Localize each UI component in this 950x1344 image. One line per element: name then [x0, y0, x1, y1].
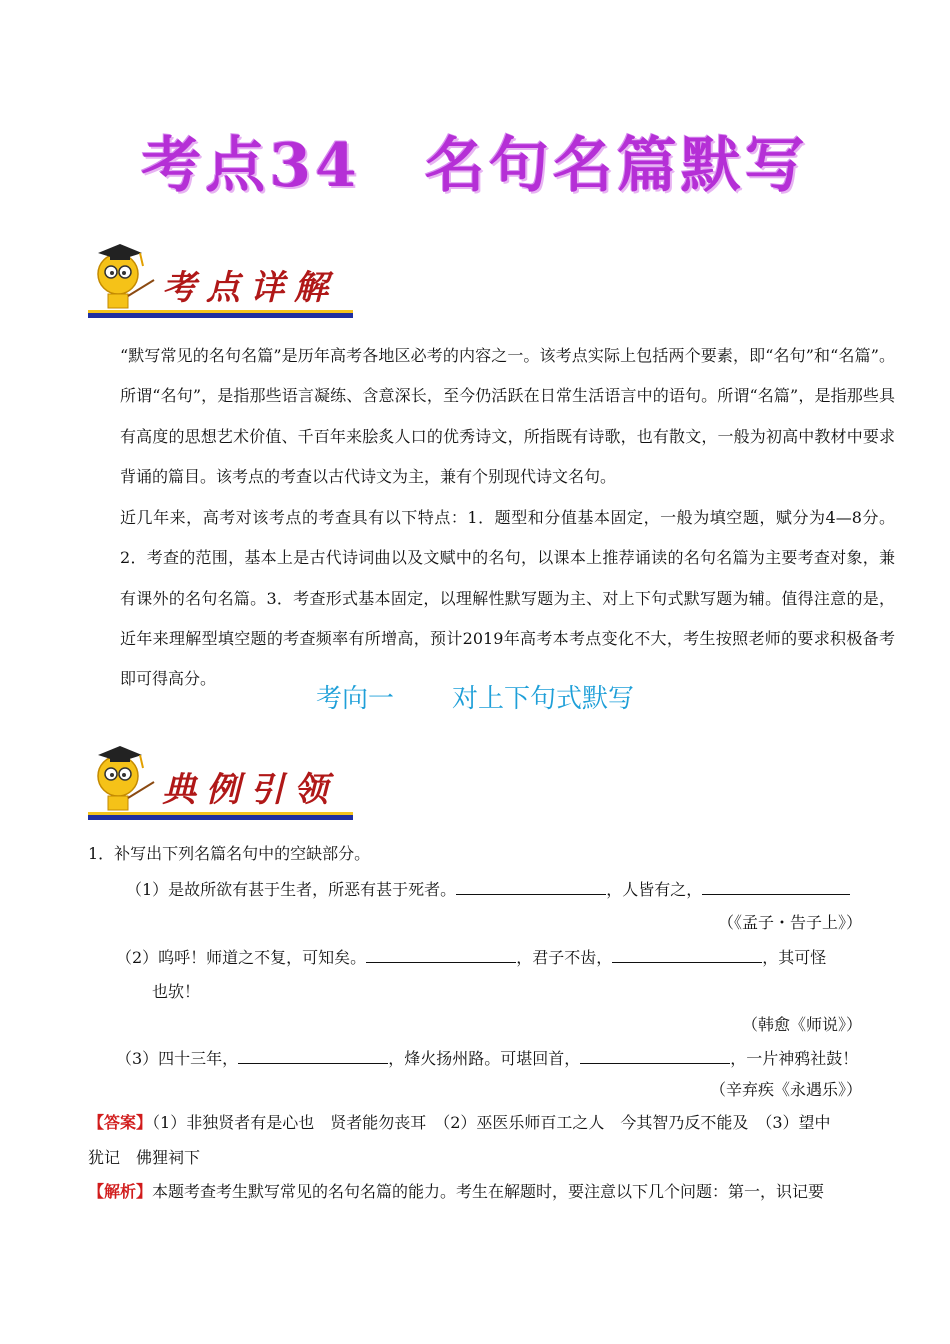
answer-blank[interactable]	[238, 1045, 388, 1064]
answer-blank[interactable]	[612, 944, 762, 963]
question-1-line	[126, 876, 850, 902]
question-2-line	[116, 944, 826, 970]
q2-text-b: ，君子不齿，	[516, 948, 613, 967]
intro-paragraph-1: “默写常见的名句名篇”是历年高考各地区必考的内容之一。该考点实际上包括两个要素，即“名句”和“名篇”。所谓“名句”，是指那些语言凝练、含意深长，至今仍活跃在日常生活语言中的语句。所谓“名篇”，是指那些具有高度的思想艺术价值、千百年来脍炙人口的优秀诗文，所指既有诗歌，也有散文，一般为初高中教材中要求背诵的篇目。该考点的考查以古代诗文为主，兼有个别现代诗文名句。	[120, 346, 895, 486]
section-heading-part2: 对上下句式默写	[452, 684, 635, 714]
q3-text-a: （3）四十三年，	[116, 1049, 239, 1068]
analysis-tag: 【解析】	[88, 1182, 153, 1201]
q3-text-c: ，一片神鸦社鼓！	[730, 1049, 859, 1068]
q2-text-a: （2）呜呼！师道之不复，可知矣。	[116, 948, 367, 967]
page-title: 考点34 名句名篇默写	[141, 131, 809, 201]
analysis-text: 本题考查考生默写常见的名句名篇的能力。考生在解题时，要注意以下几个问题：第一，识记要	[152, 1182, 825, 1201]
q3-source: （辛弃疾《永遇乐》）	[709, 1080, 862, 1099]
question-3-line	[116, 1045, 858, 1071]
answer-text-2: 犹记 佛狸祠下	[88, 1148, 201, 1167]
mascot-icon	[88, 238, 168, 318]
answer-blank[interactable]	[456, 876, 606, 895]
badge-underline-blue	[88, 815, 353, 820]
q1-text-a: （1）是故所欲有甚于生者，所恶有甚于死者。	[126, 880, 457, 899]
answer-line-1	[88, 1111, 831, 1135]
section-badge-detail	[88, 238, 358, 318]
q2-text-d: 也欤！	[152, 982, 201, 1001]
section-heading	[0, 678, 950, 715]
q3-text-b: ，烽火扬州路。可堪回首，	[388, 1049, 581, 1068]
analysis-line	[88, 1180, 824, 1204]
question-stem: 1．补写出下列名篇名句中的空缺部分。	[88, 844, 371, 863]
answer-blank[interactable]	[702, 876, 850, 895]
answer-blank[interactable]	[580, 1045, 730, 1064]
q2-text-c: ，其可怪	[762, 948, 827, 967]
answer-blank[interactable]	[366, 944, 516, 963]
badge-label-example: 典例引领	[162, 770, 338, 810]
badge-label-detail: 考点详解	[162, 268, 338, 308]
q1-text-b: ，人皆有之，	[606, 880, 703, 899]
answer-text-1: （1）非独贤者有是心也 贤者能勿丧耳 （2）巫医乐师百工之人 今其智乃反不能及 （3）望中	[152, 1113, 831, 1132]
badge-underline-blue	[88, 313, 353, 318]
section-badge-example	[88, 740, 358, 820]
answer-tag: 【答案】	[88, 1113, 153, 1132]
mascot-icon	[88, 740, 168, 820]
section-heading-part1: 考向一	[315, 684, 394, 714]
q1-source: （《孟子・告子上》）	[717, 913, 862, 932]
intro-paragraph-2: 近几年来，高考对该考点的考查具有以下特点：1．题型和分值基本固定，一般为填空题，赋分为4—8分。2．考查的范围，基本上是古代诗词曲以及文赋中的名句，以课本上推荐诵读的名句名篇为主要考查对象，兼有课外的名句名篇。3．考查形式基本固定，以理解性默写题为主、对上下句式默写题为辅。值得注意的是，近年来理解型填空题的考查频率有所增高，预计2019年高考本考点变化不大，考生按照老师的要求积极备考即可得高分。	[120, 508, 895, 689]
q2-source: （韩愈《师说》）	[741, 1015, 862, 1034]
